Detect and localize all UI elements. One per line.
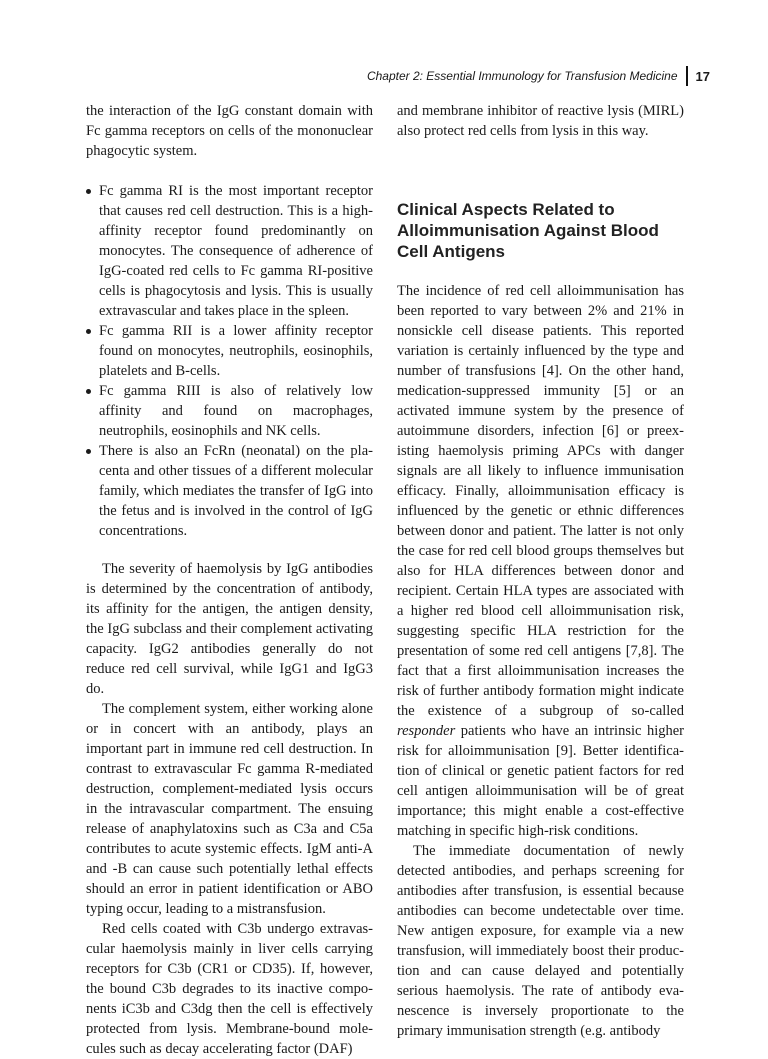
running-header <box>367 66 710 86</box>
incidence-paragraph <box>397 281 684 841</box>
page-number: 17 <box>695 68 710 84</box>
responder-emphasis: responder <box>397 723 456 739</box>
list-item-text: There is also an FcRn (neonatal) on the placenta and other tissues of a different molecular family, which mediates the transfer of IgG into the fetus and is involved in the control of IgG concentrations. <box>99 443 373 539</box>
list-item <box>86 321 373 381</box>
incidence-text-part-2: patients who have an intrinsic higher risk for alloimmunisation [9]. Better identification of clinical or genetic patient factors for red cell antigen alloimmunisation will be of great importance; this might enable a cost-effective matching in specific high-risk conditions. <box>397 723 684 839</box>
incidence-text-part-1: The incidence of red cell alloimmunisation has been reported to vary between 2% and 21% in nonsickle cell disease patients. This reported variation is certainly influenced by the type and number of transfusions [4]. On the other hand, medication-suppressed immunity [5] or an activated immune system by the presence of autoimmune disorders, infection [6] or preexisting haemolysis priming APCs with danger signals are all likely to influence immunisation efficacy. Finally, alloimmunisation efficacy is influenced by the genetic or ethnic differences between donor and patient. The latter is not only the case for red cell blood groups themselves but also for HLA differences between donor and recipient. Certain HLA types are associated with a higher red blood cell alloimmunisation risk, suggesting specific HLA restriction for the presentation of some red cell antigens [7,8]. The fact that a first alloimmunisation increases the risk of further antibody formation might indicate the existence of a subgroup of so-called <box>397 283 684 719</box>
bullet-icon <box>86 329 91 334</box>
header-divider <box>686 66 688 86</box>
intro-paragraph: the interaction of the IgG constant domain with Fc gamma receptors on cells of the mononuclear phagocytic system. <box>86 103 373 159</box>
right-column <box>397 101 684 1041</box>
bullet-icon <box>86 449 91 454</box>
list-item <box>86 181 373 321</box>
bullet-icon <box>86 189 91 194</box>
bullet-icon <box>86 389 91 394</box>
list-item-text: Fc gamma RII is a lower affinity receptor found on monocytes, neutrophils, eosinophils, platelets and B-cells. <box>99 323 373 379</box>
severity-paragraph: The severity of haemolysis by IgG antibodies is determined by the concentration of antibody, its affinity for the antigen, the antigen density, the IgG subclass and their complement activating capacity. IgG2 antibodies generally do not reduce red cell survival, while IgG1 and IgG3 do. <box>86 561 373 697</box>
complement-paragraph: The complement system, either working alone or in concert with an antibody, plays an important part in immune red cell destruction. In contrast to extravascular Fc gamma R-mediated destruction, complement-mediated lysis occurs in the intravascular compartment. The ensuing release of anaphylatoxins such as C3a and C5a contributes to acute systemic effects. IgM anti-A and -B can cause such potentially lethal effects should an error in patient identification or ABO typing occur, leading to a mistransfusion. <box>86 701 373 917</box>
list-item <box>86 381 373 441</box>
documentation-paragraph: The immediate documentation of newly detected antibodies, and perhaps screening for antibodies after transfusion, is essential because antibodies can become undetectable over time. New antigen exposure, for example via a new transfusion, will immediately boost their production and can cause delayed and potentially serious haemolysis. The rate of antibody evanescence is inversely proportionate to the primary immunisation strength (e.g. antibody <box>397 843 684 1039</box>
list-item <box>86 441 373 541</box>
list-item-text: Fc gamma RIII is also of relatively low affinity and found on macrophages, neutrophils, eosinophils and NK cells. <box>99 383 373 439</box>
continued-paragraph: and membrane inhibitor of reactive lysis (MIRL) also protect red cells from lysis in this way. <box>397 103 684 139</box>
left-column <box>86 101 373 1059</box>
chapter-title: Chapter 2: Essential Immunology for Transfusion Medicine <box>366 69 678 83</box>
list-item-text: Fc gamma RI is the most important receptor that causes red cell destruction. This is a high-affinity receptor found predominantly on monocytes. The consequence of adherence of IgG-coated red cells to Fc gamma RI-positive cells is phagocytosis and lysis. This is usually extravascular and takes place in the spleen. <box>99 183 373 319</box>
fc-receptor-list <box>86 181 373 541</box>
c3b-paragraph: Red cells coated with C3b undergo extravascular haemolysis mainly in liver cells carrying receptors for C3b (CR1 or CD35). If, however, the bound C3b degrades to its inactive components iC3b and C3dg then the cell is effectively protected from lysis. Membrane-bound molecules such as decay accelerating factor (DAF) <box>86 921 373 1057</box>
section-heading: Clinical Aspects Related to Alloimmunisation Against Blood Cell Antigens <box>397 200 659 261</box>
